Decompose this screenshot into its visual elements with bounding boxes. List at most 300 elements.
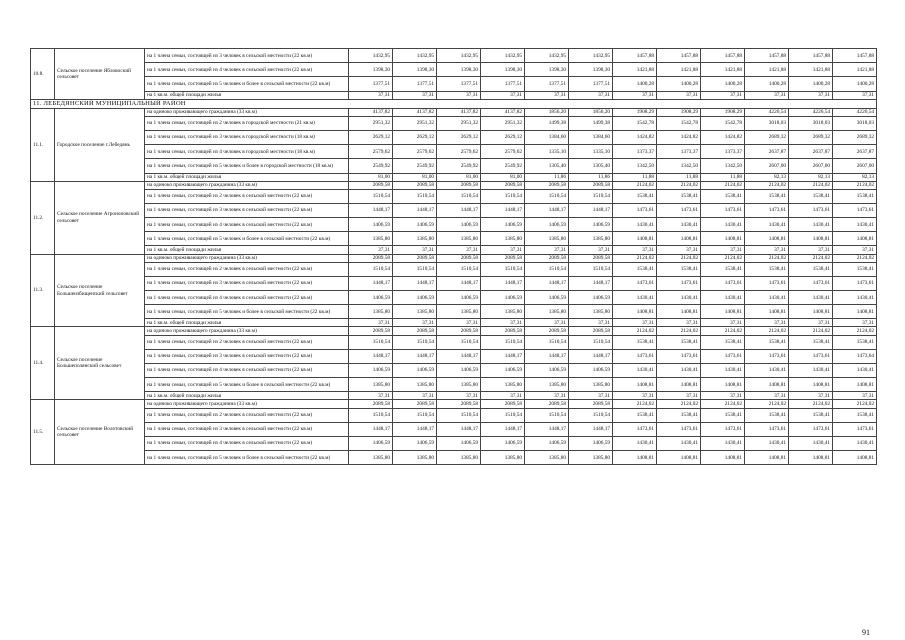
value-cell: 1538,41 bbox=[657, 408, 701, 422]
value-cell: 1473,61 bbox=[657, 422, 701, 436]
value-cell: 1538,41 bbox=[613, 335, 657, 349]
value-cell: 1398,30 bbox=[349, 63, 393, 77]
row-description: на 1 члена семьи, состоящей из 2 человек в сельской местности (22 кв.м) bbox=[145, 262, 349, 276]
value-cell: 37,31 bbox=[525, 246, 569, 254]
table-row bbox=[31, 181, 877, 189]
table-row bbox=[31, 49, 877, 63]
value-cell: 37,31 bbox=[701, 246, 745, 254]
value-cell: 1510,54 bbox=[525, 189, 569, 203]
value-cell: 1538,41 bbox=[701, 408, 745, 422]
value-cell: 1408,81 bbox=[745, 305, 789, 319]
value-cell: 1448,17 bbox=[393, 349, 437, 363]
value-cell: 2124,02 bbox=[789, 400, 833, 408]
value-cell: 37,31 bbox=[833, 246, 877, 254]
row-description: на 1 члена семьи, состоящей из 2 человек в городской местности (21 кв.м) bbox=[145, 116, 349, 130]
value-cell: 1448,17 bbox=[569, 276, 613, 290]
block-code: 11.5. bbox=[31, 400, 55, 465]
value-cell: 2951,32 bbox=[437, 116, 481, 130]
settlement-name: Городское поселение г.Лебедянь bbox=[55, 108, 145, 181]
value-cell: 1430,41 bbox=[789, 218, 833, 232]
value-cell: 1421,88 bbox=[833, 63, 877, 77]
value-cell: 2124,02 bbox=[789, 327, 833, 335]
value-cell: 1510,54 bbox=[437, 335, 481, 349]
value-cell: 2089,58 bbox=[481, 181, 525, 189]
value-cell: 1385,80 bbox=[393, 451, 437, 465]
value-cell: 37,31 bbox=[701, 91, 745, 99]
value-cell: 1406,59 bbox=[349, 218, 393, 232]
value-cell: 1538,41 bbox=[701, 335, 745, 349]
value-cell: 81,00 bbox=[437, 173, 481, 181]
value-cell: 1457,88 bbox=[701, 49, 745, 63]
value-cell: 1430,41 bbox=[745, 291, 789, 305]
value-cell: 1473,61 bbox=[701, 349, 745, 363]
value-cell: 2549,92 bbox=[349, 159, 393, 173]
row-description: на 1 члена семьи, состоящей из 4 человек в сельской местности (22 кв.м) bbox=[145, 436, 349, 450]
value-cell: 2579,62 bbox=[437, 145, 481, 159]
value-cell: 1430,41 bbox=[613, 218, 657, 232]
value-cell: 1448,17 bbox=[569, 203, 613, 217]
value-cell: 2124,02 bbox=[833, 181, 877, 189]
value-cell: 2089,58 bbox=[481, 254, 525, 262]
row-description: на 1 члена семьи, состоящей из 4 человек в сельской местности (22 кв.м) bbox=[145, 291, 349, 305]
value-cell: 1473,61 bbox=[657, 203, 701, 217]
value-cell: 37,31 bbox=[569, 319, 613, 327]
value-cell: 1430,41 bbox=[613, 363, 657, 377]
value-cell: 1457,88 bbox=[613, 49, 657, 63]
value-cell: 1385,80 bbox=[393, 378, 437, 392]
value-cell: 2549,92 bbox=[437, 159, 481, 173]
row-description: на 1 члена семьи, состоящей из 3 человек в сельской местности (22 кв.м) bbox=[145, 349, 349, 363]
section-row bbox=[31, 99, 877, 108]
value-cell: 1538,41 bbox=[701, 189, 745, 203]
table-row bbox=[31, 392, 877, 400]
value-cell: 1384,60 bbox=[569, 130, 613, 144]
row-description: на 1 члена семьи, состоящей из 3 человек в сельской местности (22 кв.м) bbox=[145, 422, 349, 436]
value-cell: 1448,17 bbox=[349, 203, 393, 217]
value-cell: 1385,80 bbox=[569, 305, 613, 319]
value-cell: 1335,10 bbox=[525, 145, 569, 159]
value-cell: 1499,38 bbox=[569, 116, 613, 130]
table-row bbox=[31, 159, 877, 173]
value-cell: 1377,51 bbox=[437, 77, 481, 91]
value-cell: 1542,78 bbox=[657, 116, 701, 130]
value-cell: 2089,58 bbox=[393, 327, 437, 335]
value-cell: 37,31 bbox=[525, 91, 569, 99]
value-cell: 37,31 bbox=[525, 392, 569, 400]
value-cell: 1908,29 bbox=[701, 108, 745, 116]
value-cell: 37,31 bbox=[657, 319, 701, 327]
value-cell: 37,31 bbox=[657, 392, 701, 400]
value-cell: 1510,54 bbox=[349, 189, 393, 203]
table-row bbox=[31, 276, 877, 290]
table-row bbox=[31, 349, 877, 363]
table-row bbox=[31, 436, 877, 450]
value-cell: 1432,95 bbox=[481, 49, 525, 63]
value-cell: 2629,12 bbox=[393, 130, 437, 144]
value-cell: 2124,02 bbox=[701, 327, 745, 335]
value-cell: 2089,58 bbox=[437, 254, 481, 262]
value-cell: 1510,54 bbox=[393, 262, 437, 276]
row-description: на 1 кв.м. общей площади жилья bbox=[145, 392, 349, 400]
value-cell: 1473,61 bbox=[745, 203, 789, 217]
value-cell: 1510,54 bbox=[393, 408, 437, 422]
row-description: на одиноко проживающего гражданина (33 кв.м) bbox=[145, 254, 349, 262]
value-cell: 1406,59 bbox=[393, 218, 437, 232]
value-cell: 1424,82 bbox=[701, 130, 745, 144]
value-cell: 1430,41 bbox=[701, 363, 745, 377]
value-cell: 1406,59 bbox=[569, 218, 613, 232]
value-cell: 2089,58 bbox=[437, 327, 481, 335]
row-description: на 1 члена семьи, состоящей из 4 человек в сельской местности (22 кв.м) bbox=[145, 63, 349, 77]
table-row bbox=[31, 422, 877, 436]
row-description: на 1 члена семьи, состоящей из 3 человек в сельской местности (22 кв.м) bbox=[145, 49, 349, 63]
value-cell: 37,31 bbox=[789, 246, 833, 254]
value-cell: 1373,37 bbox=[701, 145, 745, 159]
row-description: на 1 кв.м. общей площади жилья bbox=[145, 91, 349, 99]
value-cell: 1510,54 bbox=[481, 189, 525, 203]
value-cell: 1856,20 bbox=[569, 108, 613, 116]
value-cell: 1400,28 bbox=[789, 77, 833, 91]
table-row bbox=[31, 108, 877, 116]
value-cell: 11,88 bbox=[657, 173, 701, 181]
value-cell: 1538,41 bbox=[701, 262, 745, 276]
value-cell: 1430,41 bbox=[701, 218, 745, 232]
row-description: на 1 кв.м. общей площади жилья bbox=[145, 319, 349, 327]
value-cell: 1510,54 bbox=[525, 262, 569, 276]
value-cell: 2089,58 bbox=[393, 181, 437, 189]
value-cell: 4226,54 bbox=[745, 108, 789, 116]
value-cell: 2089,58 bbox=[569, 327, 613, 335]
value-cell: 1408,81 bbox=[613, 378, 657, 392]
value-cell: 2124,02 bbox=[833, 400, 877, 408]
value-cell: 1448,17 bbox=[349, 349, 393, 363]
table-row bbox=[31, 335, 877, 349]
value-cell: 1305,40 bbox=[525, 159, 569, 173]
value-cell: 1406,59 bbox=[349, 291, 393, 305]
value-cell: 1385,80 bbox=[437, 305, 481, 319]
value-cell: 1538,41 bbox=[657, 262, 701, 276]
value-cell: 1408,81 bbox=[789, 305, 833, 319]
value-cell: 2089,58 bbox=[569, 181, 613, 189]
value-cell: 1538,41 bbox=[745, 262, 789, 276]
value-cell: 1499,38 bbox=[525, 116, 569, 130]
value-cell: 2124,02 bbox=[701, 400, 745, 408]
value-cell: 1385,80 bbox=[481, 378, 525, 392]
value-cell: 2689,32 bbox=[745, 130, 789, 144]
value-cell: 2089,58 bbox=[437, 400, 481, 408]
value-cell: 1510,54 bbox=[349, 408, 393, 422]
row-description: на 1 члена семьи, состоящей из 5 человек и более в сельской местности (22 кв.м) bbox=[145, 232, 349, 246]
value-cell: 1400,28 bbox=[701, 77, 745, 91]
value-cell: 2124,02 bbox=[789, 254, 833, 262]
table-row bbox=[31, 262, 877, 276]
value-cell: 1432,95 bbox=[569, 49, 613, 63]
value-cell: 1538,41 bbox=[789, 408, 833, 422]
value-cell: 2089,58 bbox=[349, 254, 393, 262]
value-cell: 2089,58 bbox=[569, 254, 613, 262]
value-cell: 1406,59 bbox=[525, 363, 569, 377]
value-cell: 1510,54 bbox=[481, 408, 525, 422]
value-cell: 1421,88 bbox=[789, 63, 833, 77]
value-cell: 1398,30 bbox=[437, 63, 481, 77]
value-cell: 1473,61 bbox=[833, 422, 877, 436]
value-cell: 37,31 bbox=[393, 319, 437, 327]
value-cell: 1448,17 bbox=[437, 349, 481, 363]
value-cell: 1510,54 bbox=[481, 262, 525, 276]
block-code: 11.3. bbox=[31, 254, 55, 327]
block-code: 11.4. bbox=[31, 327, 55, 400]
value-cell: 2579,62 bbox=[481, 145, 525, 159]
value-cell: 1385,80 bbox=[349, 378, 393, 392]
value-cell: 1430,41 bbox=[701, 436, 745, 450]
value-cell: 1473,61 bbox=[745, 349, 789, 363]
row-description: на 1 члена семьи, состоящей из 2 человек в сельской местности (22 кв.м) bbox=[145, 408, 349, 422]
value-cell: 4137,82 bbox=[437, 108, 481, 116]
value-cell: 2089,58 bbox=[569, 400, 613, 408]
value-cell: 1385,80 bbox=[481, 451, 525, 465]
value-cell: 37,31 bbox=[833, 319, 877, 327]
value-cell: 2637,87 bbox=[789, 145, 833, 159]
value-cell: 4137,82 bbox=[481, 108, 525, 116]
table-row bbox=[31, 91, 877, 99]
value-cell: 37,31 bbox=[481, 392, 525, 400]
value-cell: 1408,81 bbox=[613, 451, 657, 465]
table-row bbox=[31, 130, 877, 144]
value-cell: 1342,50 bbox=[701, 159, 745, 173]
value-cell: 1430,41 bbox=[657, 436, 701, 450]
value-cell: 1373,37 bbox=[657, 145, 701, 159]
value-cell: 1510,54 bbox=[481, 335, 525, 349]
value-cell: 1432,95 bbox=[349, 49, 393, 63]
value-cell: 1342,50 bbox=[613, 159, 657, 173]
value-cell: 2549,92 bbox=[481, 159, 525, 173]
value-cell: 1538,41 bbox=[657, 335, 701, 349]
value-cell: 2089,58 bbox=[525, 254, 569, 262]
value-cell: 1473,61 bbox=[657, 349, 701, 363]
value-cell: 1448,17 bbox=[569, 349, 613, 363]
value-cell: 1448,17 bbox=[349, 422, 393, 436]
value-cell: 1538,41 bbox=[789, 335, 833, 349]
value-cell: 1510,54 bbox=[569, 335, 613, 349]
value-cell: 81,00 bbox=[393, 173, 437, 181]
value-cell: 3018,03 bbox=[789, 116, 833, 130]
value-cell: 1408,81 bbox=[701, 451, 745, 465]
value-cell: 1430,41 bbox=[789, 291, 833, 305]
value-cell: 2629,12 bbox=[349, 130, 393, 144]
value-cell: 1448,17 bbox=[481, 203, 525, 217]
value-cell: 1473,64 bbox=[833, 349, 877, 363]
value-cell: 1385,80 bbox=[525, 451, 569, 465]
block-code: 11.2. bbox=[31, 181, 55, 254]
section-title: 11. ЛЕБЕДЯНСКИЙ МУНИЦИПАЛЬНЫЙ РАЙОН bbox=[31, 99, 877, 108]
value-cell: 1473,61 bbox=[745, 422, 789, 436]
value-cell: 1377,51 bbox=[569, 77, 613, 91]
value-cell: 1421,88 bbox=[701, 63, 745, 77]
row-description: на одиноко проживающего гражданина (33 кв.м) bbox=[145, 108, 349, 116]
value-cell: 1398,30 bbox=[481, 63, 525, 77]
value-cell: 2124,02 bbox=[657, 400, 701, 408]
value-cell: 1908,29 bbox=[613, 108, 657, 116]
value-cell: 1510,54 bbox=[525, 335, 569, 349]
value-cell: 1377,51 bbox=[393, 77, 437, 91]
value-cell: 37,31 bbox=[437, 246, 481, 254]
value-cell: 37,31 bbox=[569, 246, 613, 254]
value-cell: 37,31 bbox=[745, 91, 789, 99]
value-cell: 1385,80 bbox=[393, 305, 437, 319]
value-cell: 1448,17 bbox=[525, 203, 569, 217]
value-cell: 1473,61 bbox=[833, 203, 877, 217]
value-cell: 2124,02 bbox=[701, 181, 745, 189]
value-cell: 2579,62 bbox=[393, 145, 437, 159]
value-cell: 2089,58 bbox=[525, 181, 569, 189]
value-cell: 37,31 bbox=[481, 246, 525, 254]
value-cell: 37,31 bbox=[833, 392, 877, 400]
value-cell: 2124,02 bbox=[657, 327, 701, 335]
value-cell: 11,88 bbox=[613, 173, 657, 181]
value-cell: 1385,80 bbox=[481, 232, 525, 246]
value-cell: 1448,17 bbox=[525, 422, 569, 436]
value-cell: 1406,59 bbox=[437, 291, 481, 305]
value-cell: 2089,58 bbox=[393, 400, 437, 408]
value-cell: 1385,80 bbox=[349, 305, 393, 319]
value-cell: 1510,54 bbox=[437, 408, 481, 422]
page-number: 91 bbox=[862, 628, 870, 637]
value-cell: 1408,81 bbox=[701, 305, 745, 319]
row-description: на 1 члена семьи, состоящей из 5 человек и более в сельской местности (22 кв.м) bbox=[145, 378, 349, 392]
value-cell: 2089,58 bbox=[393, 254, 437, 262]
table-row bbox=[31, 145, 877, 159]
value-cell: 2637,87 bbox=[745, 145, 789, 159]
value-cell: 2124,02 bbox=[745, 327, 789, 335]
value-cell: 4226,54 bbox=[789, 108, 833, 116]
value-cell: 1408,81 bbox=[613, 305, 657, 319]
value-cell: 1432,95 bbox=[525, 49, 569, 63]
value-cell: 1385,80 bbox=[569, 451, 613, 465]
value-cell: 2124,02 bbox=[613, 400, 657, 408]
value-cell: 37,31 bbox=[613, 319, 657, 327]
value-cell: 1448,17 bbox=[525, 276, 569, 290]
value-cell: 37,31 bbox=[569, 91, 613, 99]
value-cell: 1408,81 bbox=[833, 378, 877, 392]
value-cell: 37,31 bbox=[613, 91, 657, 99]
value-cell: 1448,17 bbox=[525, 349, 569, 363]
value-cell: 1430,41 bbox=[745, 218, 789, 232]
value-cell: 1510,54 bbox=[569, 408, 613, 422]
value-cell: 1385,80 bbox=[569, 232, 613, 246]
value-cell: 1342,50 bbox=[657, 159, 701, 173]
value-cell: 2607,00 bbox=[745, 159, 789, 173]
value-cell: 37,31 bbox=[657, 91, 701, 99]
tariff-table bbox=[30, 48, 877, 465]
value-cell: 2629,12 bbox=[437, 130, 481, 144]
value-cell: 1400,28 bbox=[657, 77, 701, 91]
row-description: на 1 члена семьи, состоящей из 5 человек и более в сельской местности (22 кв.м) bbox=[145, 77, 349, 91]
value-cell: 2089,58 bbox=[525, 400, 569, 408]
value-cell: 1408,81 bbox=[745, 232, 789, 246]
value-cell: 2124,02 bbox=[833, 254, 877, 262]
value-cell: 1430,41 bbox=[613, 436, 657, 450]
value-cell: 2124,02 bbox=[745, 400, 789, 408]
value-cell: 2607,00 bbox=[833, 159, 877, 173]
value-cell: 37,31 bbox=[349, 246, 393, 254]
value-cell: 1542,78 bbox=[701, 116, 745, 130]
value-cell: 1538,41 bbox=[833, 335, 877, 349]
value-cell: 1538,41 bbox=[833, 408, 877, 422]
value-cell: 2549,92 bbox=[393, 159, 437, 173]
value-cell: 1430,41 bbox=[789, 363, 833, 377]
table-row bbox=[31, 408, 877, 422]
value-cell: 1335,10 bbox=[569, 145, 613, 159]
table-row bbox=[31, 291, 877, 305]
value-cell: 4137,82 bbox=[393, 108, 437, 116]
value-cell: 1430,41 bbox=[789, 436, 833, 450]
value-cell: 1398,30 bbox=[525, 63, 569, 77]
settlement-name: Сельское поселение Большеизбищенский сельсовет bbox=[55, 254, 145, 327]
value-cell: 1448,17 bbox=[437, 203, 481, 217]
row-description: на 1 кв.м. общей площади жилья bbox=[145, 246, 349, 254]
table-row bbox=[31, 63, 877, 77]
value-cell: 2951,32 bbox=[481, 116, 525, 130]
value-cell: 1408,81 bbox=[745, 451, 789, 465]
value-cell: 1385,80 bbox=[349, 232, 393, 246]
value-cell: 37,31 bbox=[745, 319, 789, 327]
value-cell: 1406,59 bbox=[437, 218, 481, 232]
value-cell: 1430,41 bbox=[613, 291, 657, 305]
table-row bbox=[31, 363, 877, 377]
value-cell: 37,31 bbox=[525, 319, 569, 327]
value-cell: 1398,30 bbox=[569, 63, 613, 77]
value-cell: 1473,61 bbox=[613, 203, 657, 217]
value-cell: 1510,54 bbox=[569, 189, 613, 203]
row-description: на 1 кв.м. общей площади жилья bbox=[145, 173, 349, 181]
value-cell: 1408,81 bbox=[657, 232, 701, 246]
row-description: на 1 члена семьи, состоящей из 4 человек в сельской местности (22 кв.м) bbox=[145, 218, 349, 232]
value-cell: 2124,02 bbox=[833, 327, 877, 335]
value-cell: 2124,02 bbox=[701, 254, 745, 262]
value-cell: 1406,59 bbox=[437, 436, 481, 450]
value-cell: 81,00 bbox=[481, 173, 525, 181]
value-cell: 1408,81 bbox=[657, 378, 701, 392]
value-cell: 37,31 bbox=[437, 91, 481, 99]
value-cell: 1385,80 bbox=[569, 378, 613, 392]
value-cell: 37,31 bbox=[745, 392, 789, 400]
value-cell: 1408,81 bbox=[701, 232, 745, 246]
value-cell: 1430,41 bbox=[833, 218, 877, 232]
value-cell: 1385,80 bbox=[525, 305, 569, 319]
value-cell: 1473,61 bbox=[745, 276, 789, 290]
row-description: на 1 члена семьи, состоящей из 2 человек в сельской местности (22 кв.м) bbox=[145, 189, 349, 203]
value-cell: 1448,17 bbox=[569, 422, 613, 436]
value-cell: 1457,88 bbox=[657, 49, 701, 63]
value-cell: 37,31 bbox=[437, 392, 481, 400]
value-cell: 1305,40 bbox=[569, 159, 613, 173]
value-cell: 37,31 bbox=[393, 246, 437, 254]
value-cell: 1432,95 bbox=[393, 49, 437, 63]
value-cell: 2089,58 bbox=[349, 181, 393, 189]
value-cell: 1448,17 bbox=[437, 422, 481, 436]
value-cell: 1448,17 bbox=[393, 203, 437, 217]
value-cell: 1538,41 bbox=[833, 262, 877, 276]
value-cell: 1457,88 bbox=[833, 49, 877, 63]
value-cell: 1406,59 bbox=[525, 291, 569, 305]
value-cell: 1385,80 bbox=[437, 451, 481, 465]
value-cell: 1473,61 bbox=[789, 203, 833, 217]
value-cell: 1400,28 bbox=[613, 77, 657, 91]
value-cell: 1384,60 bbox=[525, 130, 569, 144]
value-cell: 37,31 bbox=[789, 392, 833, 400]
value-cell: 1448,17 bbox=[481, 349, 525, 363]
value-cell: 1457,88 bbox=[789, 49, 833, 63]
